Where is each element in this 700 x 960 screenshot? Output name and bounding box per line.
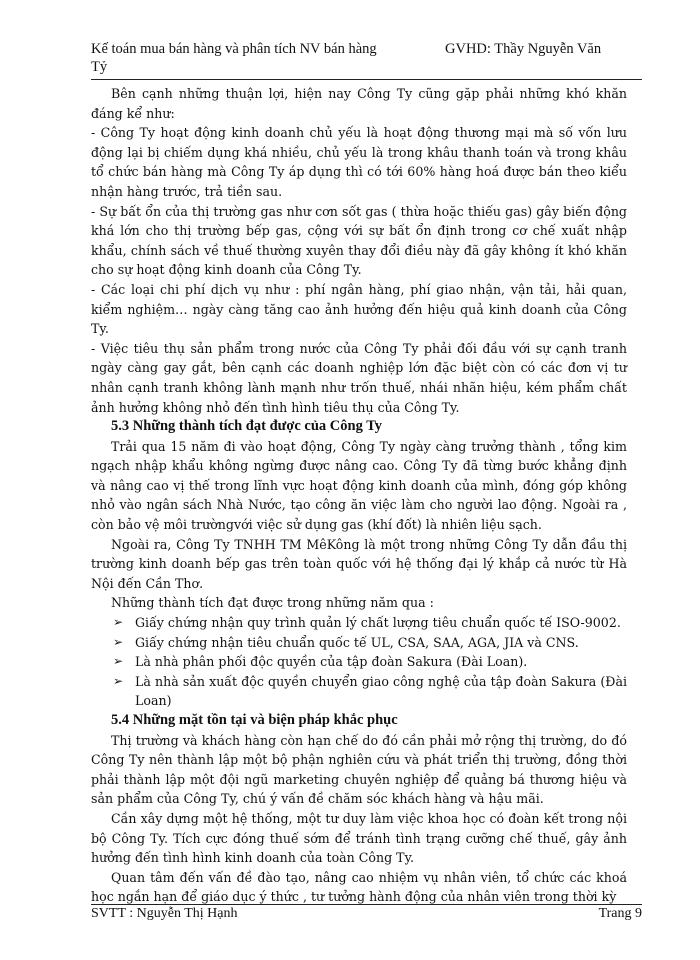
list-item bbox=[91, 633, 627, 653]
paragraph: - Công Ty hoạt động kinh doanh chủ yếu là hoạt động thương mại mà số vốn lưu động lại bị chiếm dụng khá nhiều, chủ yếu là trong khâu thanh toán và trong khâu tổ chức bán hàng mà Công Ty áp dụng thì có tới 60% hàng hoá được bán theo kiểu nhận hàng trước, trả tiền sau. bbox=[91, 125, 627, 199]
arrowhead-bullet-icon: ➢ bbox=[113, 654, 124, 669]
header-advisor-wrap: Tỷ bbox=[91, 59, 108, 75]
paragraph: Quan tâm đến vấn đề đào tạo, nâng cao nhiệm vụ nhân viên, tổ chức các khoá học ngắn hạn để giáo dục ý thức , tư tưởng hành động của nhân viên trong thời kỳ bbox=[91, 869, 627, 905]
header-divider bbox=[91, 79, 642, 80]
arrowhead-bullet-icon: ➢ bbox=[113, 634, 124, 649]
header-title: Kế toán mua bán hàng và phân tích NV bán hàng bbox=[91, 41, 377, 57]
footer-student: SVTT : Nguyễn Thị Hạnh bbox=[91, 906, 238, 921]
paragraph: Cần xây dựng một hệ thống, một tư duy làm việc khoa học có đoàn kết trong nội bộ Công Ty. Tích cực đóng thuế sớm để tránh tình trạng cưỡng chế thuế, gây ảnh hưởng đến tình hình kinh doanh của toàn Công Ty. bbox=[91, 810, 627, 866]
paragraph: Những thành tích đạt được trong những năm qua : bbox=[111, 595, 434, 611]
arrowhead-bullet-icon: ➢ bbox=[113, 615, 124, 630]
section-heading-5-4: 5.4 Những mặt tồn tại và biện pháp khắc phục bbox=[111, 712, 398, 728]
list-item-text: Giấy chứng nhận tiêu chuẩn quốc tế UL, CSA, SAA, AGA, JIA và CNS. bbox=[135, 634, 579, 650]
section-heading-5-3: 5.3 Những thành tích đạt được của Công Ty bbox=[111, 418, 383, 435]
paragraph: - Sự bất ổn của thị trường gas như cơn sốt gas ( thừa hoặc thiếu gas) gây biến động khá lớn cho thị trường bếp gas, cộng với sự bất ổn định trong cơ chế xuất nhập khẩu, chính sách về thuế thường xuyên thay đổi điều này đã gây không ít khó khăn cho sự hoạt động kinh doanh của Công Ty. bbox=[91, 203, 627, 278]
paragraph: Thị trường và khách hàng còn hạn chế do đó cần phải mở rộng thị trường, do đó Công Ty nên thành lập một bộ phận nghiên cứu và phát triển thị trường, đồng thời phải thành lập một đội ngũ marketing chuyên nghiệp để quảng bá thương hiệu và sản phẩm của Công Ty, chú ý vấn đề chăm sóc khách hàng và hậu mãi. bbox=[91, 732, 627, 807]
arrowhead-bullet-icon: ➢ bbox=[113, 673, 124, 688]
paragraph: - Các loại chi phí dịch vụ như : phí ngân hàng, phí giao nhận, vận tải, hải quan, kiểm nghiệm… ngày càng tăng cao ảnh hưởng đến hiệu quả kinh doanh của Công Ty. bbox=[91, 281, 627, 337]
document-body bbox=[91, 84, 627, 907]
footer-page-number: Trang 9 bbox=[598, 906, 642, 921]
paragraph: Ngoài ra, Công Ty TNHH TM MêKông là một trong những Công Ty dẫn đầu thị trường kinh doanh bếp gas trên toàn quốc với hệ thống đại lý khắp cả nước từ Hà Nội đến Cần Thơ. bbox=[91, 536, 627, 591]
achievements-list bbox=[91, 613, 627, 711]
list-item-text: Giấy chứng nhận quy trình quản lý chất lượng tiêu chuẩn quốc tế ISO-9002. bbox=[135, 615, 621, 631]
paragraph: - Việc tiêu thụ sản phẩm trong nước của Công Ty phải đối đầu với sự cạnh tranh ngày càng gay gắt, bên cạnh các doanh nghiệp lớn đặc biệt còn có các đơn vị tư nhân cạnh tranh không lành mạnh như trốn thuế, nhái nhãn hiệu, kém phẩm chất ảnh hưởng không nhỏ đến tình hình tiêu thụ của Công Ty. bbox=[91, 340, 627, 415]
list-item bbox=[91, 672, 627, 711]
paragraph: Trải qua 15 năm đi vào hoạt động, Công Ty ngày càng trưởng thành , tổng kim ngạch nhập khẩu không ngừng được nâng cao. Công Ty đã từng bước khẳng định và nâng cao vị thế trong lĩnh vực hoạt động kinh doanh của mình, đóng góp không nhỏ vào ngân sách Nhà Nước, tạo công ăn việc làm cho người lao động. Ngoài ra , còn bảo vệ môi trườngvới việc sử dụng gas (khí đốt) là nhiên liệu sạch. bbox=[91, 438, 627, 533]
list-item bbox=[91, 613, 627, 633]
header-advisor: GVHD: Thầy Nguyễn Văn bbox=[445, 41, 602, 57]
list-item bbox=[91, 652, 627, 672]
list-item-text: Là nhà sản xuất độc quyền chuyển giao công nghệ của tập đoàn Sakura (Đài Loan) bbox=[135, 673, 627, 709]
list-item-text: Là nhà phân phối độc quyền của tập đoàn Sakura (Đài Loan). bbox=[135, 654, 528, 670]
paragraph: Bên cạnh những thuận lợi, hiện nay Công Ty cũng gặp phải những khó khăn đáng kể như: bbox=[91, 86, 627, 121]
